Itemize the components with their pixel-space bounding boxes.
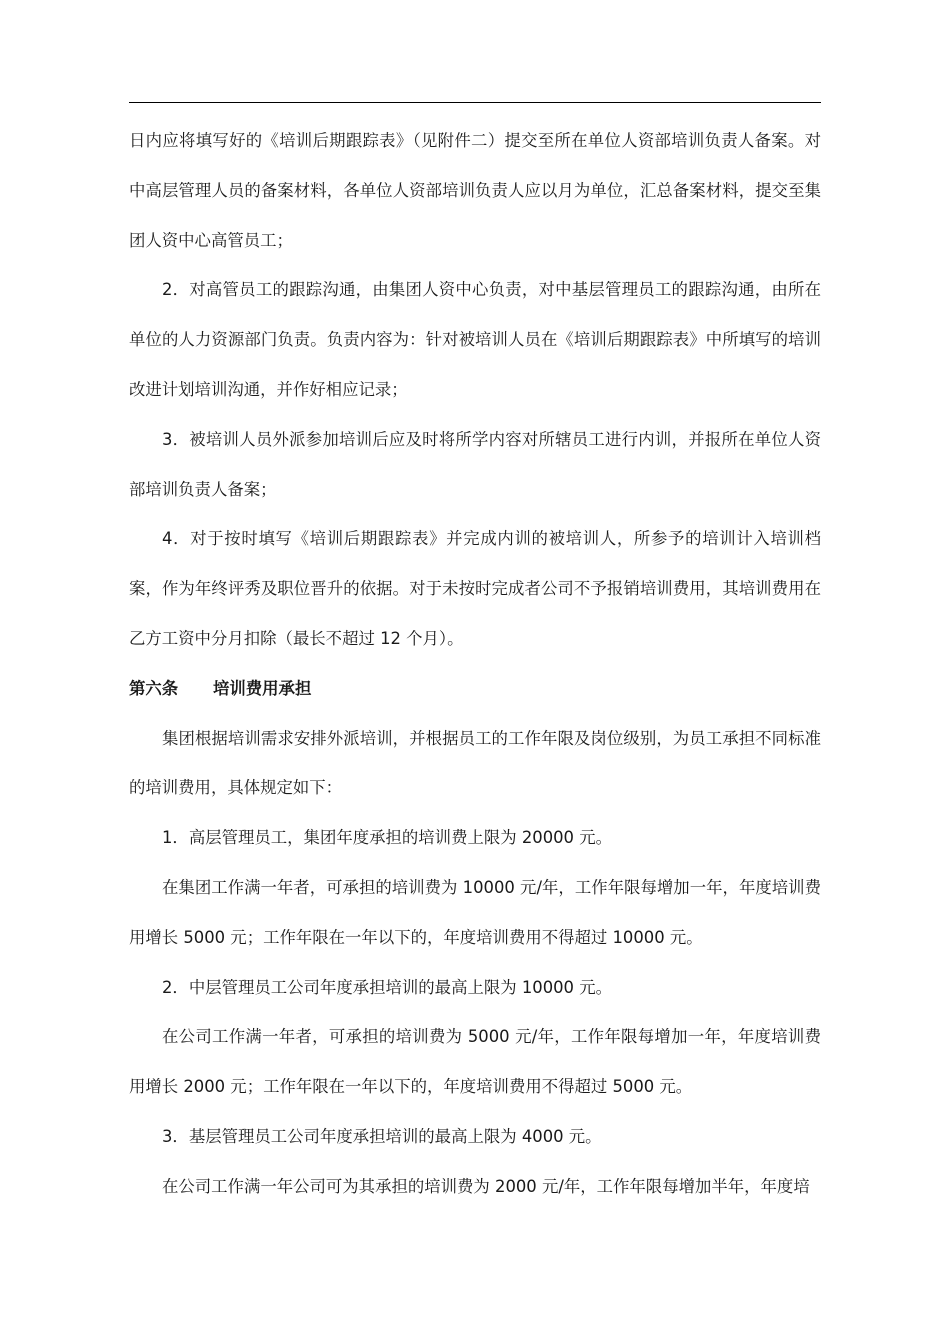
paragraph: 在公司工作满一年者，可承担的培训费为 5000 元/年，工作年限每增加一年，年度培训费用增长 2000 元；工作年限在一年以下的，年度培训费用不得超过 5000 元。 [129, 1027, 821, 1097]
paragraph: 3．基层管理员工公司年度承担培训的最高上限为 4000 元。 [162, 1126, 602, 1146]
article-heading [129, 664, 821, 714]
paragraph: 日内应将填写好的《培训后期跟踪表》（见附件二）提交至所在单位人资部培训负责人备案。对中高层管理人员的备案材料，各单位人资部培训负责人应以月为单位，汇总备案材料，提交至集团人资中心高管员工； [129, 131, 821, 250]
paragraph: 在集团工作满一年者，可承担的培训费为 10000 元/年，工作年限每增加一年，年度培训费用增长 5000 元；工作年限在一年以下的，年度培训费用不得超过 10000 元。 [129, 877, 821, 947]
header-rule [129, 102, 821, 103]
paragraph: 4．对于按时填写《培训后期跟踪表》并完成内训的被培训人，所参予的培训计入培训档案，作为年终评秀及职位晋升的依据。对于未按时完成者公司不予报销培训费用，其培训费用在乙方工资中分月扣除（最长不超过 12 个月）。 [129, 529, 821, 648]
paragraph: 1．高层管理员工，集团年度承担的培训费上限为 20000 元。 [162, 828, 612, 848]
paragraph: 2．对高管员工的跟踪沟通，由集团人资中心负责，对中基层管理员工的跟踪沟通，由所在单位的人力资源部门负责。负责内容为：针对被培训人员在《培训后期跟踪表》中所填写的培训改进计划培训沟通，并作好相应记录； [129, 280, 821, 399]
paragraph: 3．被培训人员外派参加培训后应及时将所学内容对所辖员工进行内训，并报所在单位人资部培训负责人备案； [129, 429, 821, 499]
document-body [129, 116, 821, 1212]
paragraph: 集团根据培训需求安排外派培训，并根据员工的工作年限及岗位级别，为员工承担不同标准的培训费用，具体规定如下： [129, 728, 821, 798]
paragraph: 在公司工作满一年公司可为其承担的培训费为 2000 元/年，工作年限每增加半年，年度培 [162, 1176, 810, 1196]
paragraph: 2．中层管理员工公司年度承担培训的最高上限为 10000 元。 [162, 977, 612, 997]
article-title: 培训费用承担 [213, 678, 312, 698]
article-number: 第六条 [129, 678, 179, 698]
